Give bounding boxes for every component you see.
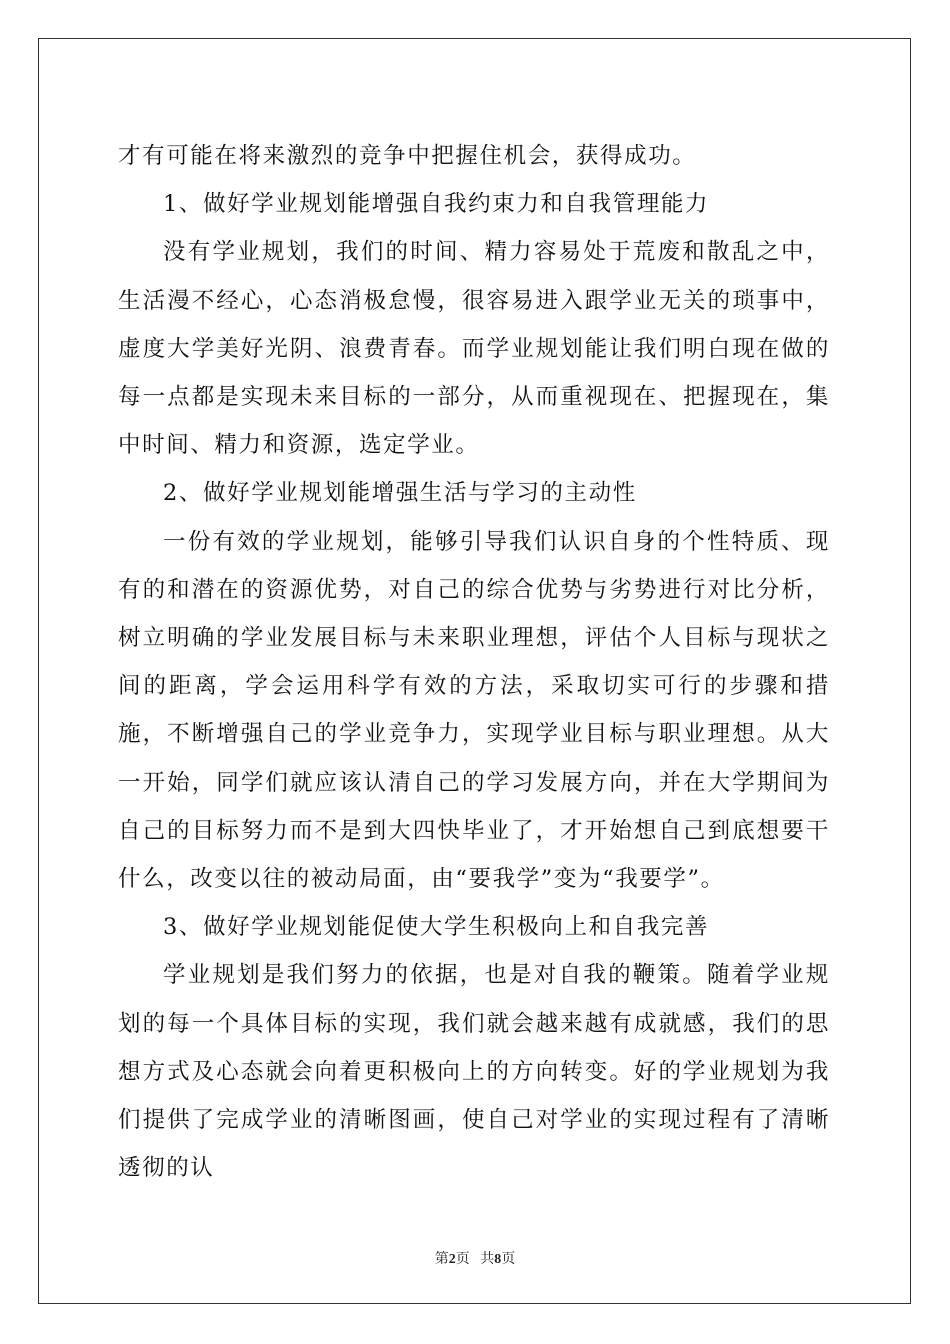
section-heading-2: 2、做好学业规划能增强生活与学习的主动性 — [163, 480, 637, 507]
paragraph-continuation: 才有可能在将来激烈的竞争中把握住机会，获得成功。 — [118, 143, 697, 169]
paragraph: 一份有效的学业规划，能够引导我们认识自身的个性特质、现有的和潜在的资源优势，对自己的综合优势与劣势进行对比分析，树立明确的学业发展目标与未来职业理想，评估个人目标与现状之间的距离，学会运用科学有效的方法，采取切实可行的步骤和措施，不断增强自己的学业竞争力，实现学业目标与职业理想。从大一开始，同学们就应该认清自己的学习发展方向，并在大学期间为自己的目标努力而不是到大四快毕业了，才开始想自己到底想要干什么，改变以往的被动局面，由“要我学”变为“我要学”。 — [118, 528, 830, 893]
total-prefix: 共 — [480, 1252, 495, 1267]
section-heading-1: 1、做好学业规划能增强自我约束力和自我管理能力 — [163, 191, 710, 218]
page-suffix: 页 — [455, 1252, 470, 1267]
total-suffix: 页 — [501, 1252, 516, 1267]
page-footer — [0, 1248, 950, 1268]
page-prefix: 第 — [434, 1252, 449, 1267]
paragraph: 没有学业规划，我们的时间、精力容易处于荒废和散乱之中，生活漫不经心，心态消极怠慢，很容易进入跟学业无关的琐事中，虚度大学美好光阴、浪费青春。而学业规划能让我们明白现在做的每一点都是实现未来目标的一部分，从而重视现在、把握现在，集中时间、精力和资源，选定学业。 — [118, 239, 830, 459]
page-number: 2 — [448, 1252, 456, 1267]
document-body — [118, 132, 830, 1192]
paragraph: 学业规划是我们努力的依据，也是对自我的鞭策。随着学业规划的每一个具体目标的实现，我们就会越来越有成就感，我们的思想方式及心态就会向着更积极向上的方向转变。好的学业规划为我们提供了完成学业的清晰图画，使自己对学业的实现过程有了清晰透彻的认 — [118, 962, 830, 1182]
section-heading-3: 3、做好学业规划能促使大学生积极向上和自我完善 — [163, 914, 710, 941]
total-pages: 8 — [494, 1252, 502, 1267]
